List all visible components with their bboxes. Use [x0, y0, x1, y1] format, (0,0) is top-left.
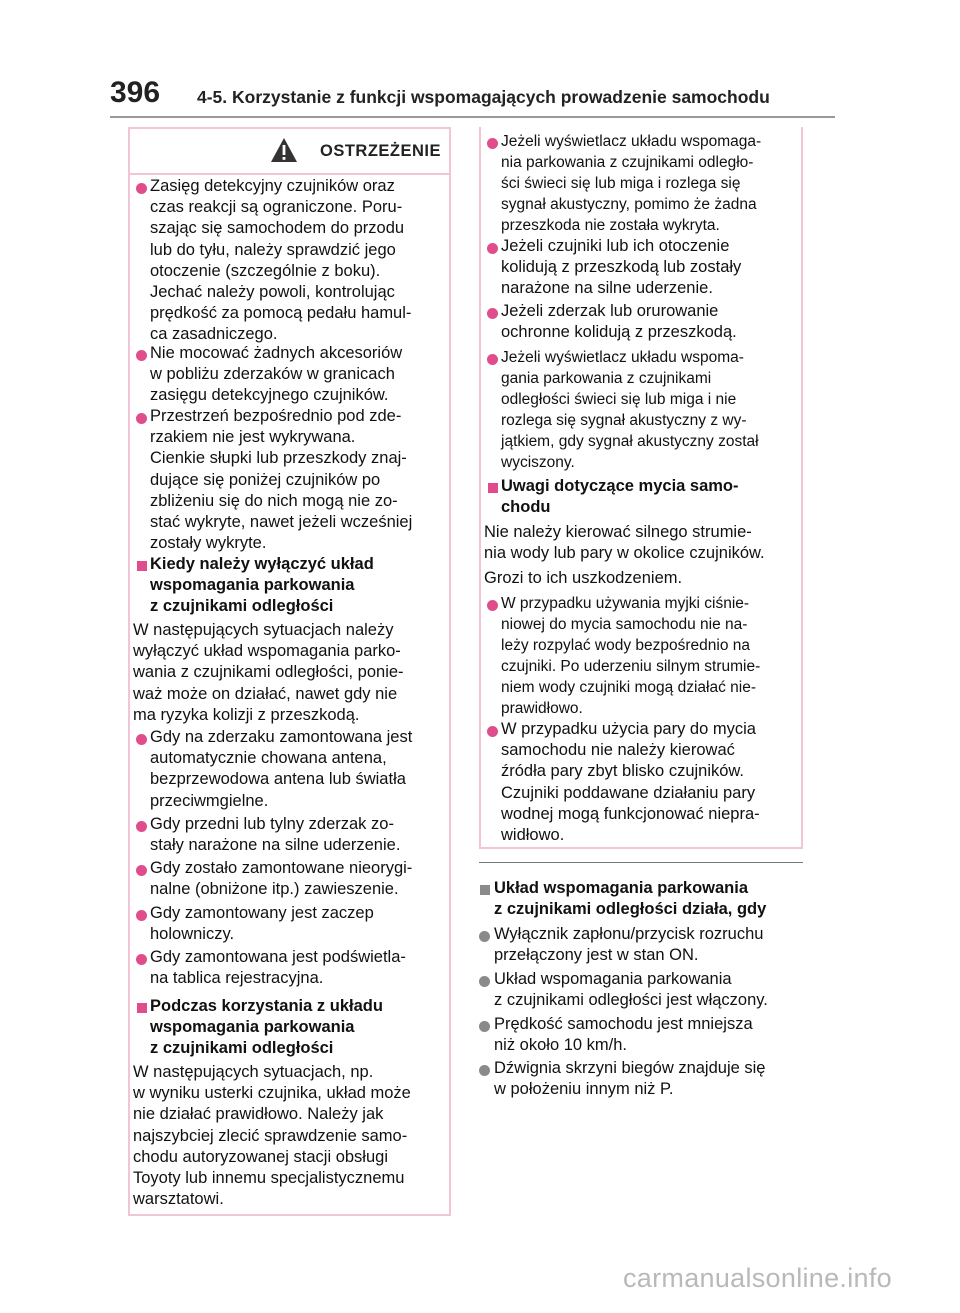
- warning-title: OSTRZEŻENIE: [320, 142, 442, 160]
- page-number: 396: [110, 76, 161, 109]
- warning-paragraph: Nie należy kierować silnego strumie- nia wody lub pary w okolice czujników.: [484, 523, 765, 563]
- bullet-icon: [136, 865, 147, 876]
- section-marker-icon: [480, 885, 490, 895]
- bullet-icon: [479, 1065, 490, 1076]
- section-marker-icon: [488, 483, 498, 493]
- warning-paragraph: Gdy na zderzaku zamontowana jest automatycznie chowana antena, bezprzewodowa antena lub światła przeciwmgielne.: [150, 728, 413, 810]
- bullet-icon: [136, 183, 147, 194]
- section-heading: Kiedy należy wyłączyć układ wspomagania parkowania z czujnikami odległości: [150, 555, 374, 616]
- warning-paragraph: Zasięg detekcyjny czujników oraz czas reakcji są ograniczone. Poru- szając się samochodem do przodu lub do tyłu, należy sprawdzić jego otoczenie (szczególnie z boku). Jechać należy powoli, kontrolując prędkość za pomocą pedału hamul- ca zasadniczego.: [150, 177, 412, 344]
- body-paragraph: Wyłącznik zapłonu/przycisk rozruchu przełączony jest w stan ON.: [494, 925, 764, 965]
- warning-paragraph: W następujących sytuacjach, np. w wyniku usterki czujnika, układ może nie działać prawidłowo. Należy jak najszybciej zlecić sprawdzenie samo- chodu autoryzowanej stacji obsługi Toyoty lub innemu specjalistycznemu warsztatowi.: [133, 1063, 411, 1209]
- bullet-icon: [487, 354, 498, 365]
- bullet-icon: [479, 976, 490, 987]
- bullet-icon: [487, 308, 498, 319]
- bullet-icon: [487, 600, 498, 611]
- bullet-icon: [487, 243, 498, 254]
- warning-paragraph: W przypadku użycia pary do mycia samochodu nie należy kierować źródła pary zbyt blisko czujników. Czujniki poddawane działaniu pary wodnej mogą funkcjonować niepra- widłowo.: [501, 720, 760, 845]
- warning-paragraph: Przestrzeń bezpośrednio pod zde- rzakiem nie jest wykrywana. Cienkie słupki lub przeszkody znaj- dujące się poniżej czujników po zbliżeniu się do nich mogą nie zo- stać wykryte, nawet jeżeli wcześniej zostały wykryte.: [150, 407, 413, 553]
- warning-header: [130, 129, 449, 175]
- page-header: [0, 0, 960, 118]
- bullet-icon: [136, 413, 147, 424]
- warning-paragraph: Gdy zostało zamontowane nieorygi- nalne (obniżone itp.) zawieszenie.: [150, 859, 413, 899]
- section-heading: Układ wspomagania parkowania z czujnikami odległości działa, gdy: [494, 879, 767, 919]
- section-heading: Uwagi dotyczące mycia samo- chodu: [501, 477, 739, 517]
- warning-triangle-icon: [270, 137, 298, 163]
- warning-paragraph: Jeżeli zderzak lub orurowanie ochronne kolidują z przeszkodą.: [501, 302, 737, 342]
- warning-paragraph: Gdy zamontowana jest podświetla- na tablica rejestracyjna.: [150, 948, 406, 988]
- site-watermark: carmanualsonline.info: [623, 1263, 892, 1293]
- warning-paragraph: W następujących sytuacjach należy wyłączyć układ wspomagania parko- wania z czujnikami odległości, ponie- waż może on działać, nawet gdy nie ma ryzyka kolizji z przeszkodą.: [133, 621, 404, 724]
- chapter-title: 4-5. Korzystanie z funkcji wspomagających prowadzenie samochodu: [197, 87, 770, 107]
- warning-paragraph: W przypadku używania myjki ciśnie- niowej do mycia samochodu nie na- leży rozpylać wody bezpośrednio na czujniki. Po uderzeniu silnym strumie- niem wody czujniki mogą działać nie- prawidłowo.: [501, 595, 761, 717]
- warning-paragraph: Jeżeli czujniki lub ich otoczenie kolidują z przeszkodą lub zostały narażone na silne uderzenie.: [501, 237, 742, 298]
- section-heading: Podczas korzystania z układu wspomagania parkowania z czujnikami odległości: [150, 997, 383, 1058]
- bullet-icon: [487, 726, 498, 737]
- section-divider: [479, 862, 803, 863]
- header-divider: [110, 116, 835, 118]
- bullet-icon: [479, 1021, 490, 1032]
- warning-paragraph: Gdy zamontowany jest zaczep holowniczy.: [150, 904, 374, 944]
- bullet-icon: [136, 350, 147, 361]
- warning-paragraph: Grozi to ich uszkodzeniem.: [484, 569, 683, 587]
- body-paragraph: Prędkość samochodu jest mniejsza niż około 10 km/h.: [494, 1015, 753, 1055]
- bullet-icon: [136, 954, 147, 965]
- warning-paragraph: Jeżeli wyświetlacz układu wspoma- gania parkowania z czujnikami odległości świeci się lub miga i nie rozlega się sygnał akustyczny z wy- jątkiem, gdy sygnał akustyczny został wyciszony.: [501, 349, 759, 471]
- bullet-icon: [479, 931, 490, 942]
- body-paragraph: Układ wspomagania parkowania z czujnikami odległości jest włączony.: [494, 970, 768, 1010]
- warning-paragraph: Gdy przedni lub tylny zderzak zo- stały narażone na silne uderzenie.: [150, 815, 401, 855]
- bullet-icon: [136, 821, 147, 832]
- warning-paragraph: Jeżeli wyświetlacz układu wspomaga- nia parkowania z czujnikami odległo- ści świeci się lub miga i rozlega się sygnał akustyczny, pomimo że żadna przeszkoda nie została wykryta.: [501, 133, 762, 234]
- section-marker-icon: [137, 561, 147, 571]
- warning-paragraph: Nie mocować żadnych akcesoriów w pobliżu zderzaków w granicach zasięgu detekcyjnego czujników.: [150, 344, 403, 405]
- bullet-icon: [487, 138, 498, 149]
- bullet-icon: [136, 910, 147, 921]
- bullet-icon: [136, 734, 147, 745]
- body-paragraph: Dźwignia skrzyni biegów znajduje się w położeniu innym niż P.: [494, 1059, 766, 1099]
- section-marker-icon: [137, 1003, 147, 1013]
